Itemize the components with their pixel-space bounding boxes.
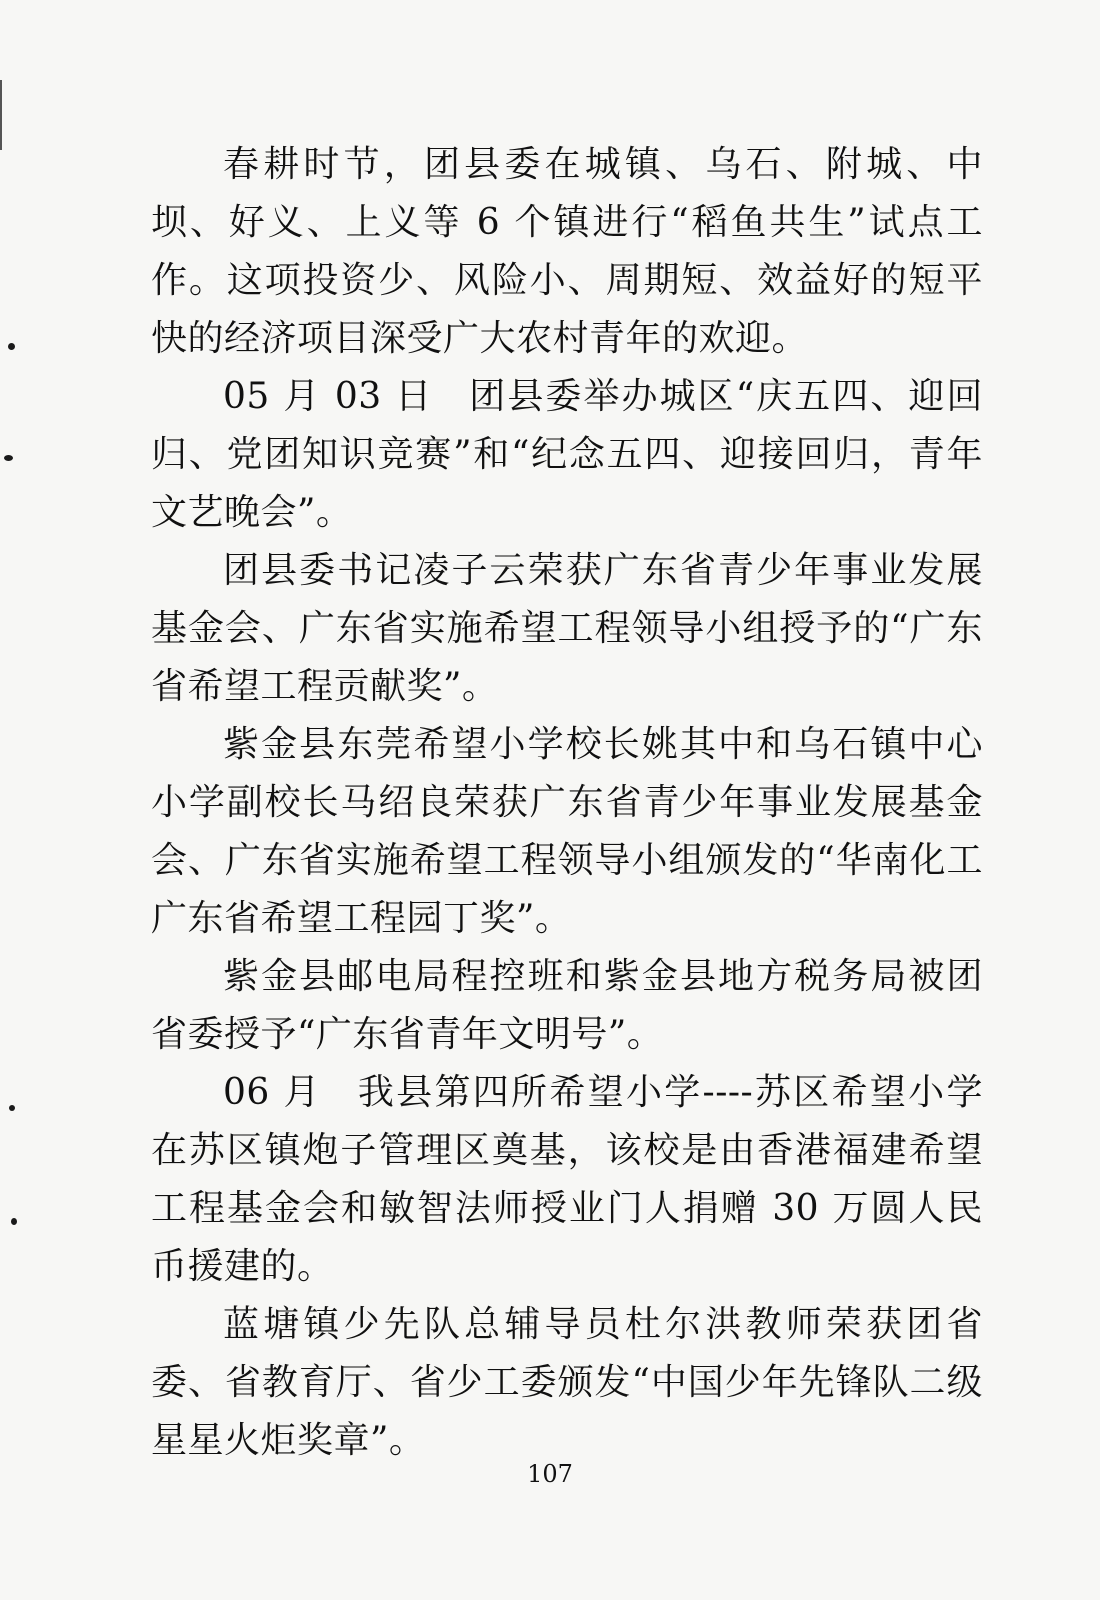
- paragraph-torch-medal: [151, 1296, 983, 1470]
- scan-speck: [9, 1105, 15, 1111]
- paragraph-text: 团县委书记凌子云荣获广东省青少年事业发展基金会、广东省实施希望工程领导小组授予的“广东省希望工程贡献奖”。: [151, 550, 983, 707]
- scan-speck: [4, 455, 13, 461]
- paragraph-text: 紫金县邮电局程控班和紫金县地方税务局被团省委授予“广东省青年文明号”。: [151, 956, 983, 1055]
- paragraph-text: 蓝塘镇少先队总辅导员杜尔洪教师荣获团省委、省教育厅、省少工委颁发“中国少年先锋队二级星星火炬奖章”。: [151, 1304, 983, 1461]
- body-text: [151, 136, 983, 1470]
- entry-date: 05 月 03 日: [223, 376, 434, 417]
- page-number: 107: [527, 1460, 573, 1488]
- paragraph-text: 春耕时节，团县委在城镇、乌石、附城、中坝、好义、上义等 6 个镇进行“稻鱼共生”试点工作。这项投资少、风险小、周期短、效益好的短平快的经济项目深受广大农村青年的欢迎。: [151, 144, 983, 359]
- scan-speck: [8, 343, 15, 350]
- paragraph-text: 我县第四所希望小学----苏区希望小学在苏区镇炮子管理区奠基，该校是由香港福建希望工程基金会和敏智法师授业门人捐赠 30 万圆人民币援建的。: [151, 1072, 983, 1287]
- paragraph-spring-ploughing: [151, 136, 983, 368]
- paragraph-june-hope-school: [151, 1064, 983, 1296]
- scan-speck: [11, 1218, 17, 1225]
- paragraph-youth-civilization: [151, 948, 983, 1064]
- scan-edge-mark: [0, 80, 2, 150]
- paragraph-text: 团县委举办城区“庆五四、迎回归、党团知识竞赛”和“纪念五四、迎接回归，青年文艺晚会”。: [151, 376, 983, 533]
- paragraph-may-03: [151, 368, 983, 542]
- paragraph-contribution-award: [151, 542, 983, 716]
- paragraph-text: 紫金县东莞希望小学校长姚其中和乌石镇中心小学副校长马绍良荣获广东省青少年事业发展基金会、广东省实施希望工程领导小组颁发的“华南化工广东省希望工程园丁奖”。: [151, 724, 983, 939]
- entry-date: 06 月: [223, 1072, 322, 1113]
- paragraph-gardener-award: [151, 716, 983, 948]
